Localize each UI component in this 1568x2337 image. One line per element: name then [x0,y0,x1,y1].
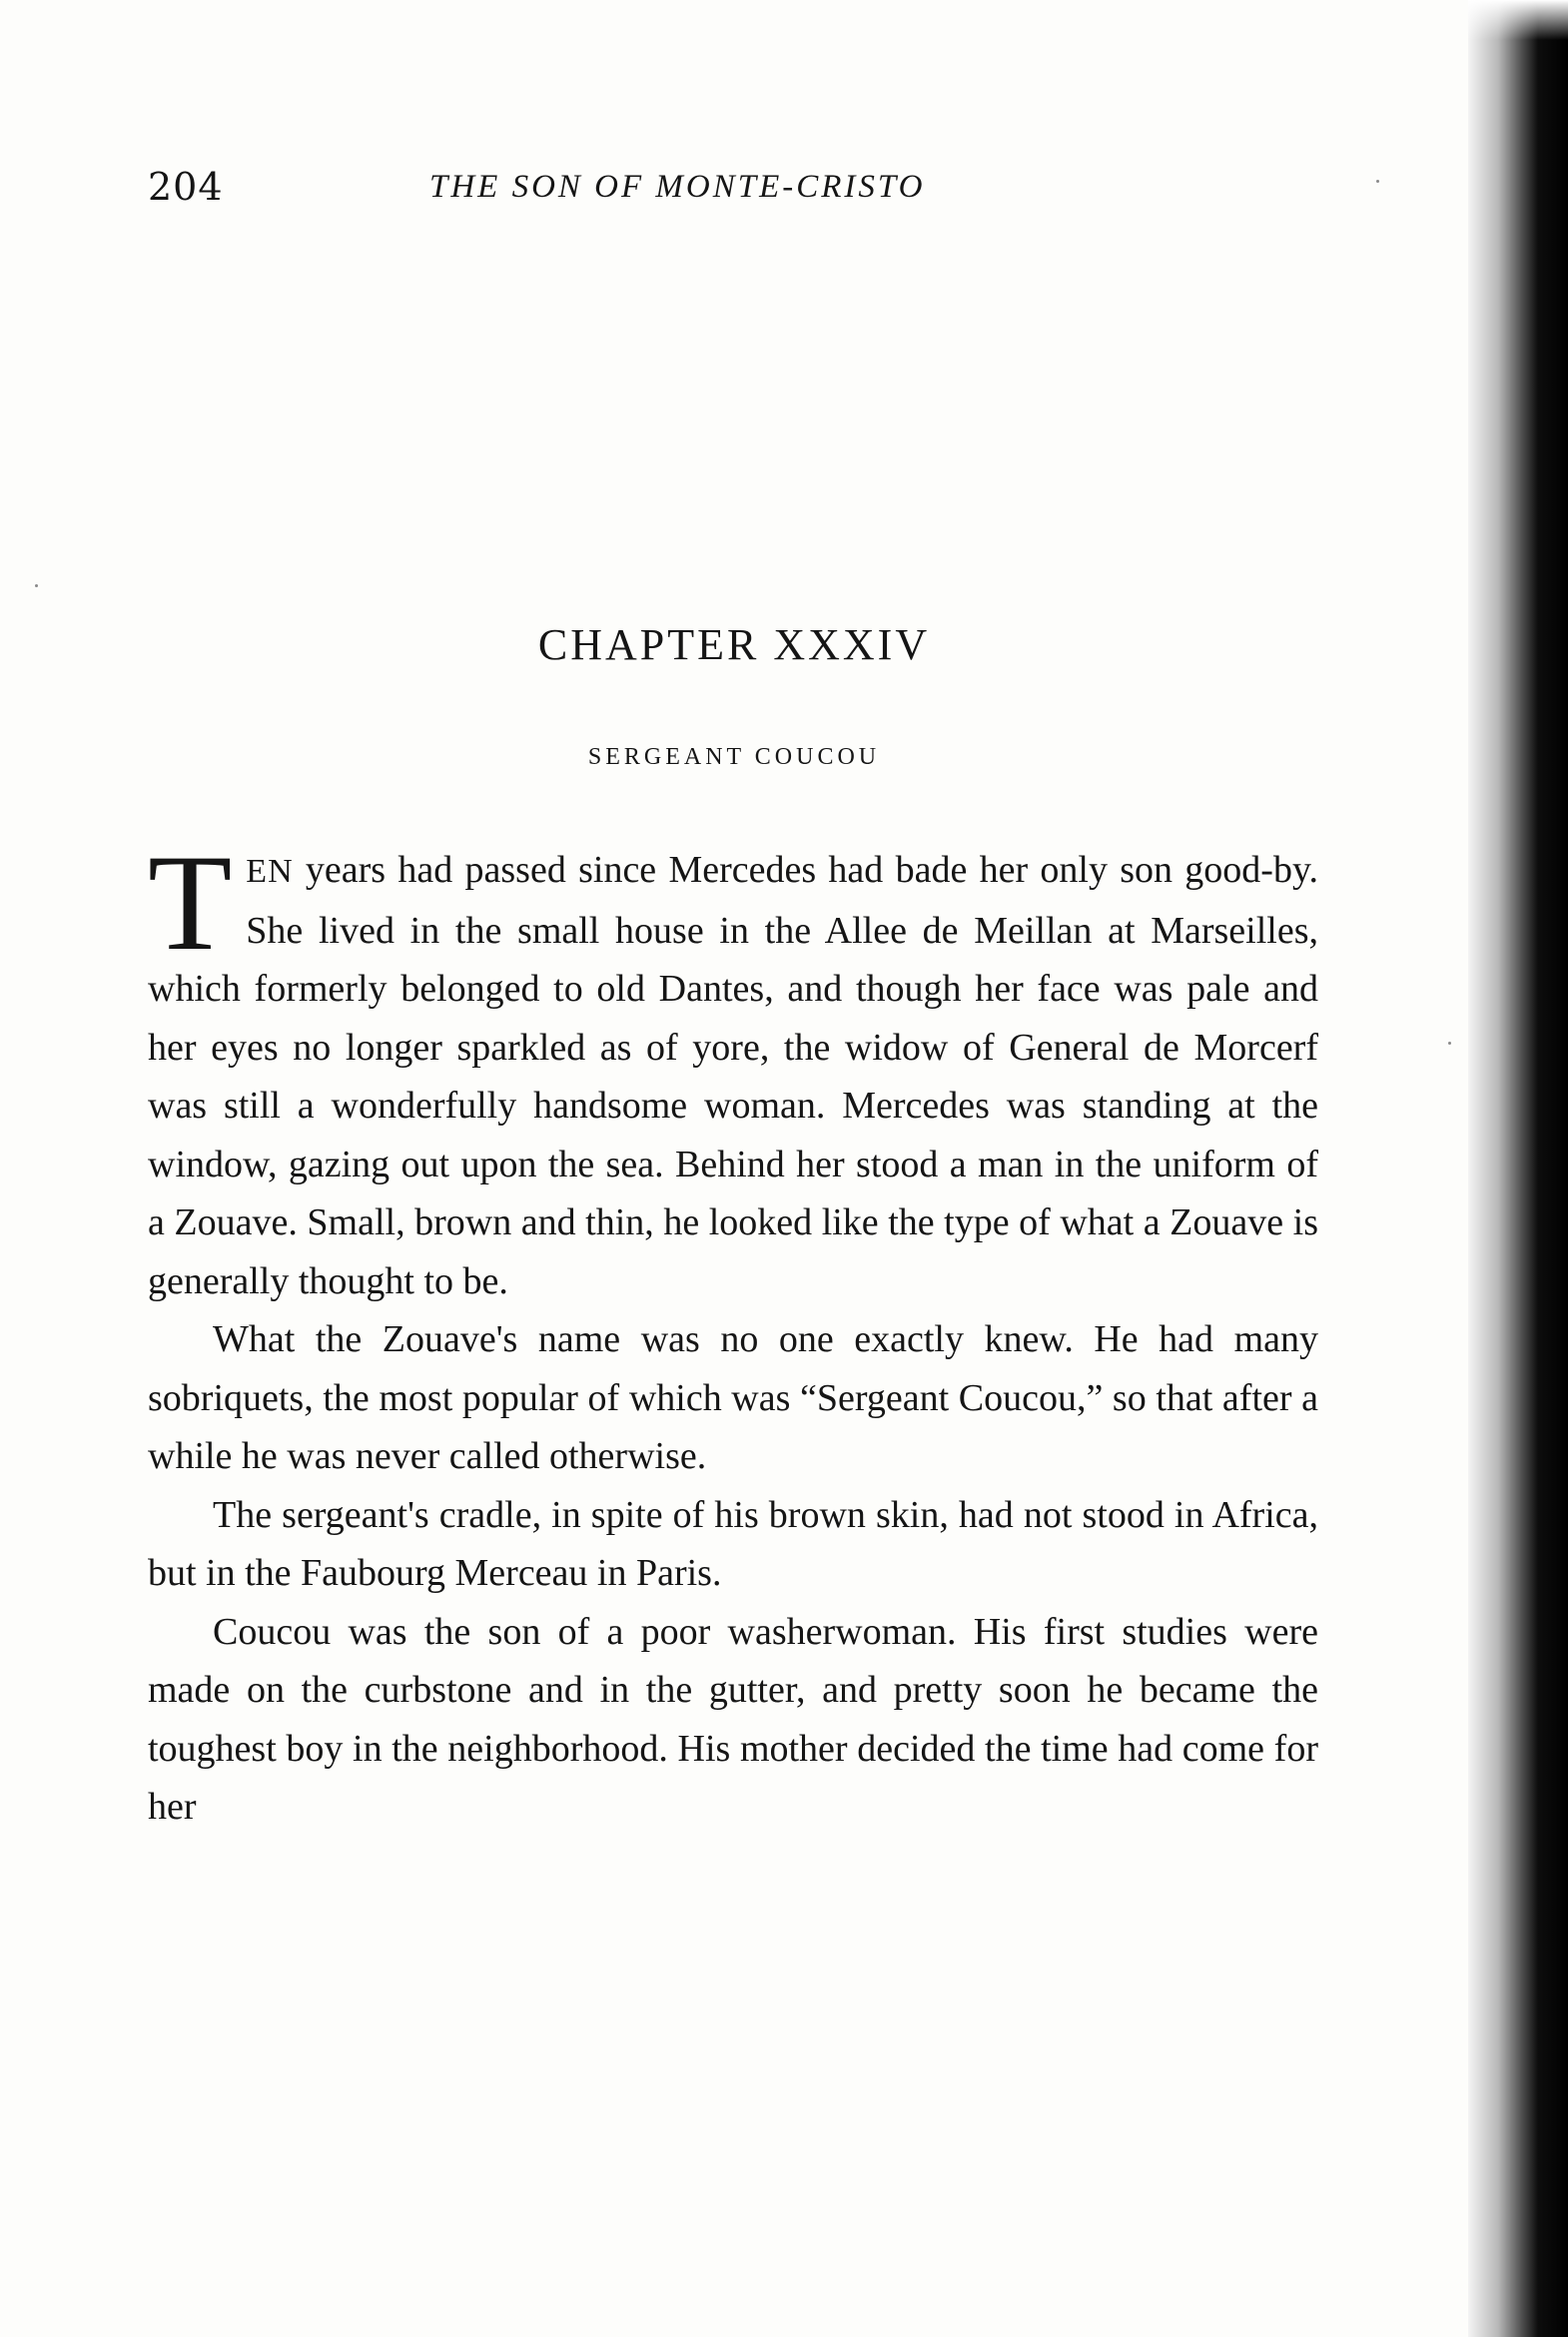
paragraph-1 [148,826,1318,1310]
book-title: THE SON OF MONTE-CRISTO [429,169,926,205]
page-binding-highlight [1468,0,1568,40]
page-number: 204 [148,165,224,209]
page-binding-shadow [1468,0,1568,2337]
paragraph-3: The sergeant's cradle, in spite of his brown skin, had not stood in Africa, but in the Faubourg Merceau in Paris. [148,1493,1318,1594]
drop-cap: T [148,826,233,979]
paragraph-4: Coucou was the son of a poor washerwoman. His first studies were made on the curbstone and in the gutter, and pretty soon he became the toughest boy in the neighborhood. His mother decided the time had come for her [148,1610,1318,1828]
scan-speck [35,584,38,587]
lead-caps: EN [246,853,294,890]
paragraph-1-text: years had passed since Mercedes had bade her only son good-by. She lived in the small house in the Allee de Meillan at Marseilles, which formerly belonged to old Dantes, and though her face was pale and her eyes no longer sparkled as of yore, the widow of General de Morcerf was still a wonderfully handsome woman. Mercedes was standing at the window, gazing out upon the sea. Behind her stood a man in the uniform of a Zouave. Small, brown and thin, he looked like the type of what a Zouave is generally thought to be. [148,849,1318,1302]
scan-speck [1448,1042,1451,1045]
body-text [148,826,1318,1837]
paragraph-2: What the Zouave's name was no one exactly knew. He had many sobriquets, the most popular of which was “Sergeant Coucou,” so that after a while he was never called otherwise. [148,1318,1318,1477]
chapter-number: CHAPTER XXXIV [537,620,931,669]
chapter-title: SERGEANT COUCOU [587,744,881,770]
running-head [148,165,1047,225]
scan-speck [1376,180,1379,183]
